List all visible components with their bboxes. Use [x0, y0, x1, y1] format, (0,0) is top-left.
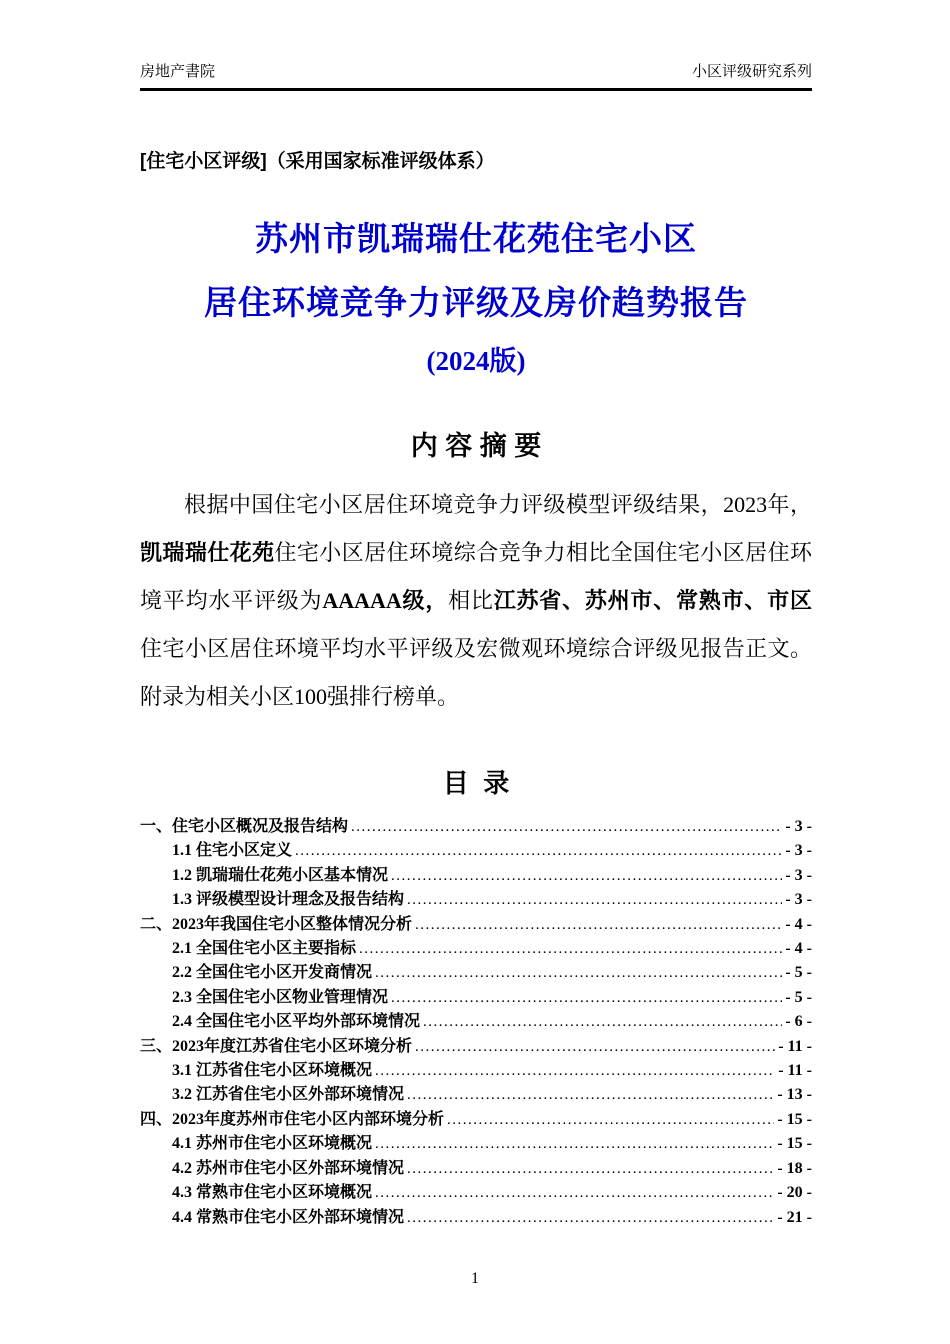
abstract-paragraph — [140, 481, 812, 721]
toc-entry-label: 4.1 苏州市住宅小区环境概况 — [172, 1135, 373, 1153]
toc-entry-label: 1.3 评级模型设计理念及报告结构 — [172, 891, 405, 909]
abstract-text-segment: 住宅小区居住环境综合竞争力相比全国住宅小区居住环境平均水平评级为 — [140, 540, 812, 613]
toc-dot-leader — [447, 1108, 774, 1132]
toc-entry-label: 3.1 江苏省住宅小区环境概况 — [172, 1062, 373, 1080]
toc-entry[interactable] — [140, 1010, 812, 1034]
page-header — [140, 62, 812, 91]
toc-entry[interactable] — [140, 839, 812, 863]
toc-entry[interactable] — [140, 1206, 812, 1230]
header-right-text: 小区评级研究系列 — [691, 64, 812, 80]
toc-entry-label: 3.2 江苏省住宅小区外部环境情况 — [172, 1086, 405, 1104]
toc-entry-page: - 3 - — [785, 818, 812, 835]
toc-entry-label: 四、2023年度苏州市住宅小区内部环境分析 — [140, 1110, 445, 1128]
toc-dot-leader — [407, 1206, 774, 1230]
toc-entry-page: - 4 - — [785, 940, 812, 958]
abstract-text-segment-bold: 江苏省、苏州市、常熟市、市区 — [493, 588, 812, 613]
toc-dot-leader — [415, 1035, 775, 1059]
toc-entry[interactable] — [140, 1108, 812, 1132]
report-edition: (2024版) — [426, 346, 526, 376]
toc-entry[interactable] — [140, 1132, 812, 1156]
abstract-heading: 内 容 摘 要 — [410, 431, 542, 461]
toc-entry-page: - 21 - — [777, 1208, 812, 1226]
toc-entry-label: 1.1 住宅小区定义 — [172, 842, 293, 860]
toc-dot-leader — [407, 1083, 774, 1107]
header-left-text: 房地产書院 — [140, 64, 216, 80]
toc-entry[interactable] — [140, 864, 812, 888]
toc-entry-label: 2.1 全国住宅小区主要指标 — [172, 940, 357, 958]
toc-entry[interactable] — [140, 1035, 812, 1059]
toc-entry-page: - 18 - — [777, 1159, 812, 1177]
abstract-text-segment: 根据中国住宅小区居住环境竞争力评级模型评级结果，2023年， — [184, 492, 812, 517]
page-number: 1 — [471, 1270, 479, 1287]
toc-dot-leader — [351, 815, 782, 839]
toc-entry-page: - 3 - — [785, 891, 812, 909]
toc-entry-label: 2.2 全国住宅小区开发商情况 — [172, 964, 373, 982]
toc-dot-leader — [423, 1010, 782, 1034]
toc-entry-page: - 4 - — [785, 915, 812, 933]
toc-entry[interactable] — [140, 937, 812, 961]
toc-entry[interactable] — [140, 961, 812, 985]
toc-entry-label: 4.4 常熟市住宅小区外部环境情况 — [172, 1208, 405, 1226]
title-block — [140, 219, 812, 379]
toc-entry-page: - 11 - — [778, 1062, 812, 1080]
toc-heading: 目 录 — [442, 768, 510, 798]
toc-dot-leader — [391, 986, 782, 1010]
toc-entry-label: 4.3 常熟市住宅小区环境概况 — [172, 1184, 373, 1202]
toc-entry-label: 4.2 苏州市住宅小区外部环境情况 — [172, 1159, 405, 1177]
table-of-contents — [140, 815, 812, 1230]
rating-system-note: [住宅小区评级]（采用国家标准评级体系） — [140, 151, 495, 172]
toc-entry-page: - 11 - — [778, 1037, 812, 1055]
toc-dot-leader — [391, 864, 782, 888]
toc-dot-leader — [375, 961, 782, 985]
abstract-text-segment-bold: AAAAA级， — [322, 588, 449, 613]
toc-dot-leader — [375, 1181, 774, 1205]
toc-dot-leader — [295, 839, 782, 863]
toc-entry[interactable] — [140, 913, 812, 937]
toc-entry-page: - 20 - — [777, 1184, 812, 1202]
toc-entry-label: 二、2023年我国住宅小区整体情况分析 — [140, 915, 413, 933]
abstract-text-segment-bold: 凯瑞瑞仕花苑 — [140, 540, 275, 565]
toc-dot-leader — [407, 1157, 774, 1181]
report-title-line1: 苏州市凯瑞瑞仕花苑住宅小区 — [255, 222, 697, 258]
toc-entry-page: - 5 - — [785, 964, 812, 982]
toc-dot-leader — [359, 937, 782, 961]
toc-entry[interactable] — [140, 1157, 812, 1181]
toc-entry-page: - 3 - — [785, 866, 812, 884]
abstract-text-segment: 相比 — [448, 588, 494, 613]
toc-entry[interactable] — [140, 1181, 812, 1205]
toc-entry-label: 2.4 全国住宅小区平均外部环境情况 — [172, 1013, 421, 1031]
toc-dot-leader — [375, 1132, 774, 1156]
toc-entry-label: 一、住宅小区概况及报告结构 — [140, 818, 349, 835]
toc-entry[interactable] — [140, 1083, 812, 1107]
toc-entry-page: - 15 - — [777, 1135, 812, 1153]
toc-dot-leader — [375, 1059, 775, 1083]
toc-entry-page: - 5 - — [785, 988, 812, 1006]
toc-entry[interactable] — [140, 888, 812, 912]
abstract-text-segment: 住宅小区居住环境平均水平评级及宏微观环境综合评级见报告正文。附录为相关小区100强排行榜单。 — [140, 636, 812, 709]
toc-entry-page: - 3 - — [785, 842, 812, 860]
toc-entry[interactable] — [140, 1059, 812, 1083]
toc-entry-page: - 13 - — [777, 1086, 812, 1104]
toc-entry-page: - 6 - — [785, 1013, 812, 1031]
report-title-line2: 居住环境竞争力评级及房价趋势报告 — [204, 286, 748, 322]
toc-entry[interactable] — [140, 986, 812, 1010]
toc-dot-leader — [415, 913, 782, 937]
toc-entry[interactable] — [140, 815, 812, 839]
toc-dot-leader — [407, 888, 782, 912]
toc-entry-page: - 15 - — [777, 1110, 812, 1128]
toc-entry-label: 2.3 全国住宅小区物业管理情况 — [172, 988, 389, 1006]
toc-entry-label: 三、2023年度江苏省住宅小区环境分析 — [140, 1037, 413, 1055]
toc-entry-label: 1.2 凯瑞瑞仕花苑小区基本情况 — [172, 866, 389, 884]
